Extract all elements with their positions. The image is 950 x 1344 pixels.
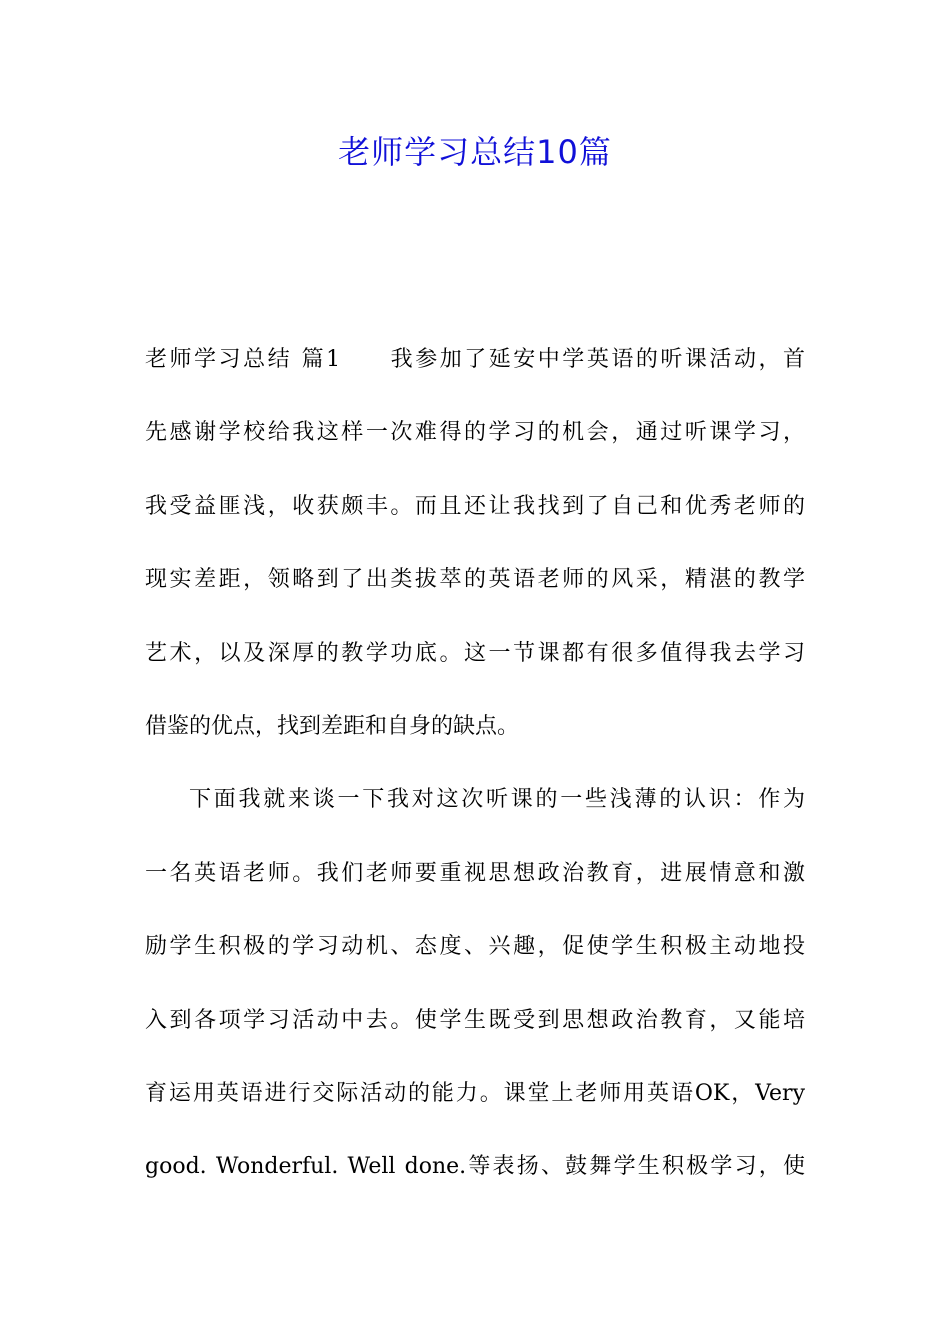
- paragraph-1-text-start: 我参加了延安中学英语的听课活动，首: [388, 347, 805, 372]
- paragraph-1-line-1: [145, 336, 805, 409]
- paragraph-1-line-4: 现实差距，领略到了出类拔萃的英语老师的风采，精湛的教学: [145, 567, 805, 593]
- paragraph-1-line-2: 先感谢学校给我这样一次难得的学习的机会，通过听课学习，: [145, 420, 805, 446]
- paragraph-2-line-3: 励学生积极的学习动机、态度、兴趣，促使学生积极主动地投: [145, 934, 805, 960]
- paragraph-2-line-1: 下面我就来谈一下我对这次听课的一些浅薄的认识：作为: [189, 787, 805, 813]
- section-heading: 老师学习总结 篇1: [145, 347, 341, 372]
- document-body: [145, 336, 805, 1217]
- paragraph-2-line-6: good. Wonderful. Well done.等表扬、鼓舞学生积极学习，使: [145, 1154, 805, 1180]
- paragraph-2-line-5: 育运用英语进行交际活动的能力。课堂上老师用英语OK，Very: [145, 1080, 805, 1106]
- paragraph-1-line-6: 借鉴的优点，找到差距和自身的缺点。: [145, 713, 520, 739]
- paragraph-2-line-2: 一名英语老师。我们老师要重视思想政治教育，进展情意和激: [145, 860, 805, 886]
- document-title: 老师学习总结10篇: [338, 133, 612, 171]
- paragraph-1-line-3: 我受益匪浅，收获颇丰。而且还让我找到了自己和优秀老师的: [145, 493, 805, 519]
- paragraph-2-line-4: 入到各项学习活动中去。使学生既受到思想政治教育，又能培: [145, 1007, 805, 1033]
- paragraph-1-line-5: 艺术，以及深厚的教学功底。这一节课都有很多值得我去学习: [145, 640, 805, 666]
